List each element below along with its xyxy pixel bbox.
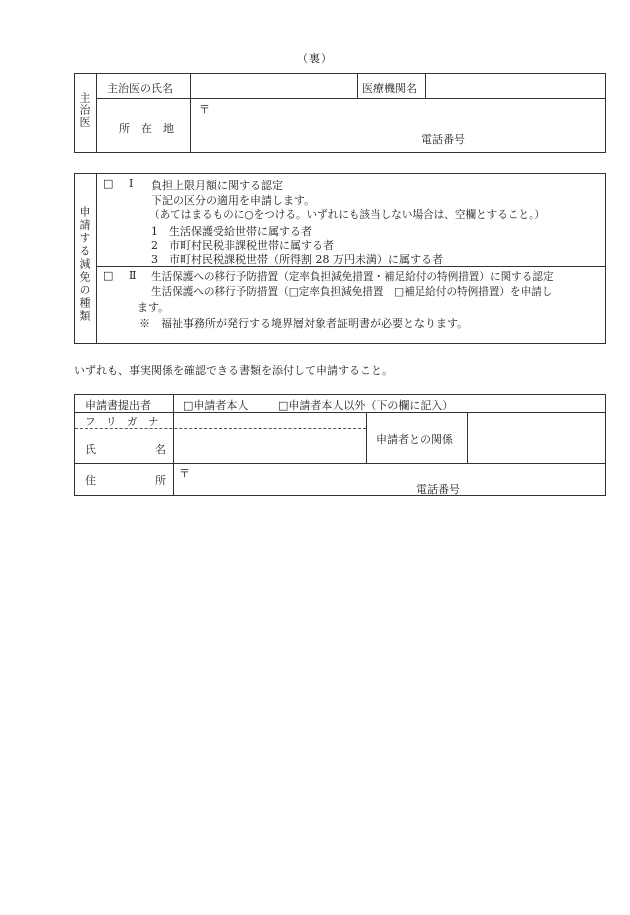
item1-option-1: 1 生活保護受給世帯に属する者 <box>151 225 312 238</box>
item1-title: 負担上限月額に関する認定 <box>151 179 283 192</box>
attachment-notice: いずれも、事実関係を確認できる書類を添付して申請すること。 <box>74 364 393 377</box>
item1-option-3: 3 市町村民税課税世帯（所得割 28 万円未満）に属する者 <box>151 253 443 266</box>
relation-label: 申請者との関係 <box>376 433 453 446</box>
item2-checkbox[interactable]: □ <box>103 269 114 282</box>
item2-note: ※ 福祉事務所が発行する境界層対象者証明書が必要となります。 <box>139 317 469 330</box>
item1-checkbox[interactable]: □ <box>103 177 114 190</box>
name-label-2: 名 <box>155 443 166 456</box>
applicant-postal-mark: 〒 <box>179 467 190 480</box>
option-other[interactable]: □申請者本人以外（下の欄に記入） <box>278 399 454 412</box>
physician-name-field[interactable] <box>191 74 357 98</box>
applicant-address-field[interactable] <box>174 464 605 495</box>
physician-section-label: 主治医 <box>78 92 91 128</box>
physician-name-label: 主治医の氏名 <box>107 82 173 95</box>
item2-line1: 生活保護への移行予防措置（□定率負担減免措置 □補足給付の特例措置）を申請し <box>151 286 553 298</box>
item1-option-2: 2 市町村民税非課税世帯に属する者 <box>151 239 334 252</box>
reduction-section-label: 申請する減免の種類 <box>78 206 91 323</box>
institution-label: 医療機関名 <box>362 82 417 95</box>
address-label-1: 住 <box>85 474 96 487</box>
furigana-field[interactable] <box>174 413 366 428</box>
item1-line1: 下記の区分の適用を申請します。 <box>151 194 316 207</box>
page-title: （裏） <box>297 52 333 65</box>
postal-mark: 〒 <box>199 103 210 116</box>
item1-number: Ⅰ <box>129 177 134 190</box>
item2-title: 生活保護への移行予防措置（定率負担減免措置・補足給付の特例措置）に関する認定 <box>151 271 554 283</box>
name-field[interactable] <box>174 429 366 463</box>
item2-number: Ⅱ <box>129 269 137 282</box>
institution-field[interactable] <box>426 74 606 98</box>
furigana-label: フ リ ガ ナ <box>85 416 159 428</box>
applicant-table <box>74 394 606 496</box>
name-label-1: 氏 <box>85 443 96 456</box>
address-label-2: 所 <box>155 474 166 487</box>
submitter-label: 申請書提出者 <box>85 399 151 412</box>
option-self[interactable]: □申請者本人 <box>183 399 249 412</box>
address-field[interactable] <box>191 99 606 152</box>
phone-label: 電話番号 <box>421 133 465 146</box>
item2-line1b: ます。 <box>137 301 170 314</box>
address-label: 所 在 地 <box>119 122 174 135</box>
physician-table <box>74 73 606 153</box>
applicant-phone-label: 電話番号 <box>416 483 460 496</box>
item1-line2: （あてはまるものに○をつける。いずれにも該当しない場合は、空欄とすること。） <box>149 209 545 221</box>
relation-field[interactable] <box>468 413 605 463</box>
reduction-table <box>74 173 606 344</box>
